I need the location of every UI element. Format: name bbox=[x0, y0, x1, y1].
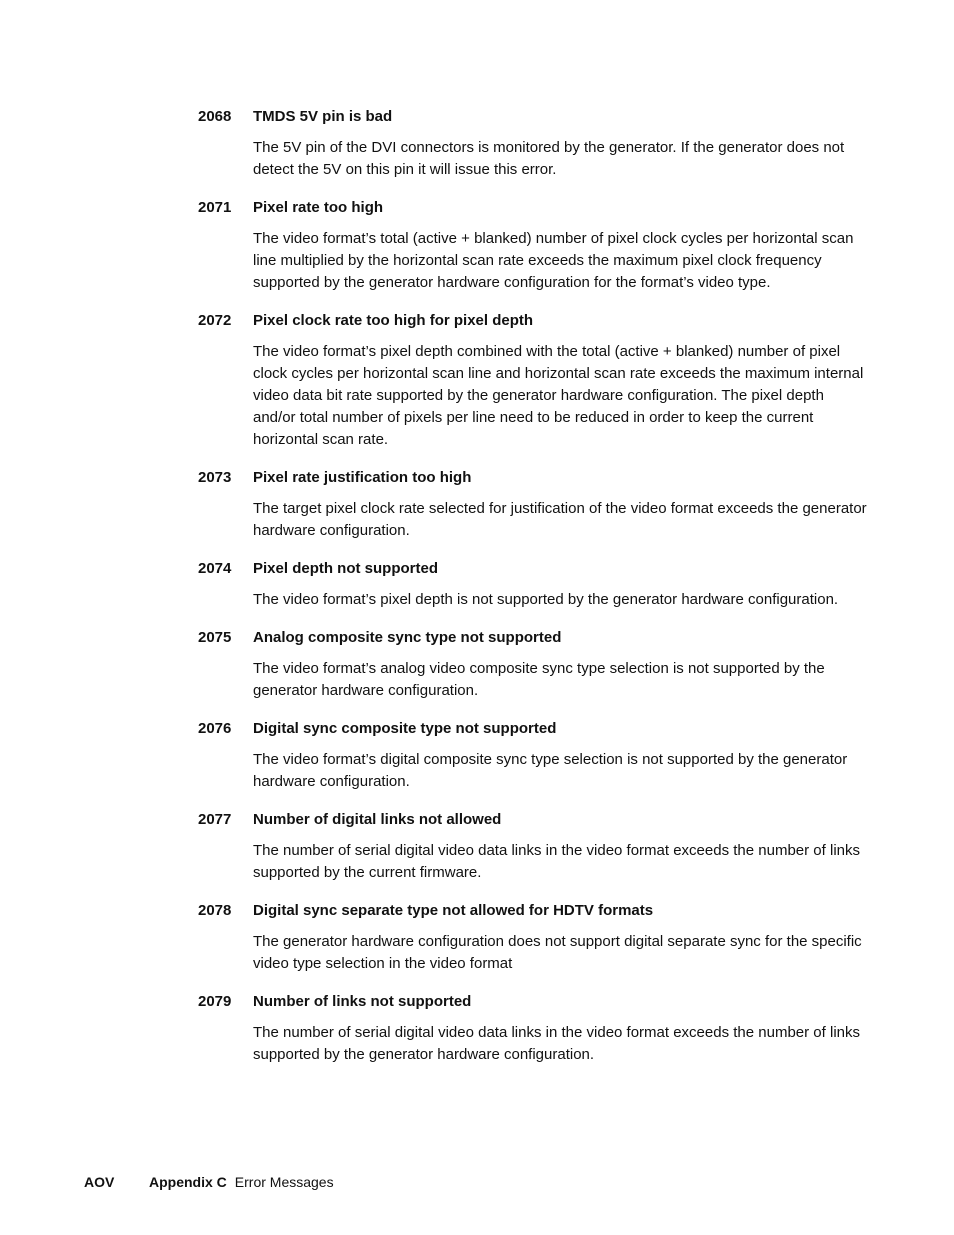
error-code: 2076 bbox=[198, 720, 232, 737]
error-title: Pixel depth not supported bbox=[253, 560, 439, 577]
error-entry bbox=[198, 901, 870, 975]
error-title: Number of links not supported bbox=[253, 993, 472, 1010]
error-code: 2079 bbox=[198, 993, 232, 1010]
error-code: 2068 bbox=[198, 108, 232, 125]
error-description: The video format’s pixel depth combined with the total (active + blanked) number of pixel clock cycles per horizontal scan line and horizontal scan rate exceeds the maximum internal video data bit rate supported by the generator hardware configuration. The pixel depth and/or total number of pixels per line need to be reduced in order to keep the current horizontal scan rate. bbox=[253, 343, 864, 448]
error-entry bbox=[198, 468, 870, 542]
error-entry bbox=[198, 311, 870, 451]
error-message-list bbox=[198, 107, 870, 1083]
error-title: TMDS 5V pin is bad bbox=[253, 108, 393, 125]
page-footer bbox=[84, 1172, 334, 1192]
error-entry-heading bbox=[198, 198, 870, 218]
error-entry-heading bbox=[198, 559, 870, 579]
error-entry-heading bbox=[198, 468, 870, 488]
error-description: The number of serial digital video data links in the video format exceeds the number of links supported by the generator hardware configuration. bbox=[253, 1024, 860, 1063]
error-description: The 5V pin of the DVI connectors is monitored by the generator. If the generator does not detect the 5V on this pin it will issue this error. bbox=[253, 139, 845, 178]
error-entry bbox=[198, 107, 870, 181]
error-title: Analog composite sync type not supported bbox=[253, 629, 562, 646]
error-title: Pixel clock rate too high for pixel depth bbox=[253, 312, 534, 329]
footer-appendix-label: Appendix C bbox=[149, 1174, 227, 1190]
error-title: Digital sync separate type not allowed for HDTV formats bbox=[253, 902, 654, 919]
error-code: 2073 bbox=[198, 469, 232, 486]
error-entry bbox=[198, 198, 870, 294]
error-description: The video format’s pixel depth is not supported by the generator hardware configuration. bbox=[253, 591, 839, 608]
error-entry-heading bbox=[198, 719, 870, 739]
error-entry-heading bbox=[198, 992, 870, 1012]
error-entry-heading bbox=[198, 628, 870, 648]
error-title: Pixel rate justification too high bbox=[253, 469, 472, 486]
error-description: The number of serial digital video data links in the video format exceeds the number of links supported by the current firmware. bbox=[253, 842, 860, 881]
error-entry bbox=[198, 810, 870, 884]
error-entry-heading bbox=[198, 311, 870, 331]
error-description: The video format’s total (active + blanked) number of pixel clock cycles per horizontal scan line multiplied by the horizontal scan rate exceeds the maximum pixel clock frequency supported by the generator hardware configuration for the format’s video type. bbox=[253, 230, 854, 291]
error-description: The video format’s digital composite sync type selection is not supported by the generator hardware configuration. bbox=[253, 751, 848, 790]
error-description: The generator hardware configuration does not support digital separate sync for the specific video type selection in the video format bbox=[253, 933, 862, 972]
error-code: 2072 bbox=[198, 312, 232, 329]
error-entry-heading bbox=[198, 107, 870, 127]
error-entry-heading bbox=[198, 810, 870, 830]
error-title: Number of digital links not allowed bbox=[253, 811, 502, 828]
page-number: AOV bbox=[84, 1174, 115, 1190]
error-code: 2074 bbox=[198, 560, 232, 577]
error-entry-heading bbox=[198, 901, 870, 921]
error-title: Pixel rate too high bbox=[253, 199, 384, 216]
error-title: Digital sync composite type not supported bbox=[253, 720, 557, 737]
error-code: 2078 bbox=[198, 902, 232, 919]
error-entry bbox=[198, 719, 870, 793]
error-code: 2071 bbox=[198, 199, 232, 216]
error-entry bbox=[198, 628, 870, 702]
error-description: The target pixel clock rate selected for justification of the video format exceeds the generator hardware configuration. bbox=[253, 500, 867, 539]
error-code: 2075 bbox=[198, 629, 232, 646]
error-entry bbox=[198, 559, 870, 611]
error-description: The video format’s analog video composite sync type selection is not supported by the generator hardware configuration. bbox=[253, 660, 825, 699]
footer-section-title: Error Messages bbox=[234, 1174, 334, 1190]
error-code: 2077 bbox=[198, 811, 232, 828]
error-entry bbox=[198, 992, 870, 1066]
